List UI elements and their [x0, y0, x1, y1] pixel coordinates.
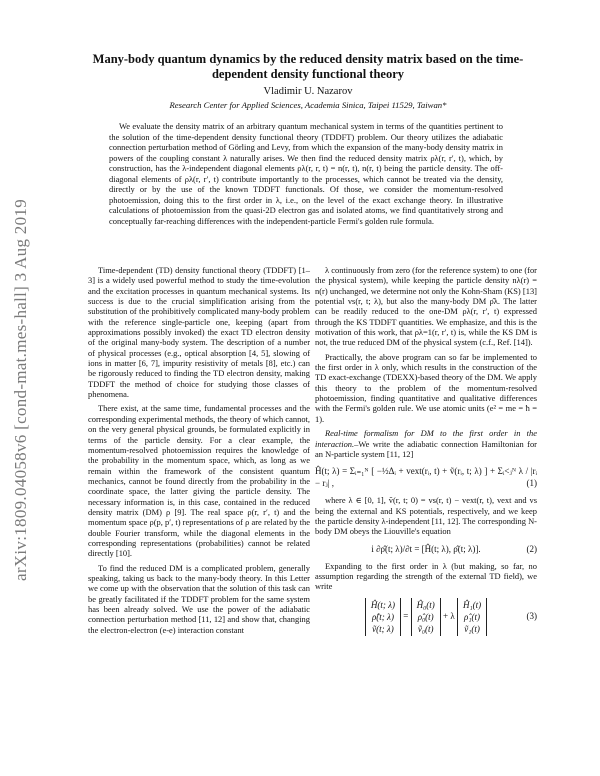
equation-number: (2) — [526, 543, 537, 554]
arxiv-sidebar — [6, 180, 36, 600]
right-column — [315, 265, 537, 642]
equation-2 — [315, 543, 537, 555]
equation-3 — [315, 598, 537, 636]
equation-1 — [315, 465, 537, 489]
equation-body: Ĥ(t; λ) = Σᵢ₌₁ᴺ [ −½Δᵢ + vext(rᵢ, t) + ṽ(rᵢ, t; λ) ] + Σᵢ<ⱼᴺ λ / |rᵢ − rⱼ| , — [315, 466, 537, 489]
paragraph: λ continuously from zero (for the reference system) to one (for the physical system), while keeping the particle density nλ(r) = n(r) unchanged, we determine not only the Kohn-Sham (KS) [13] potential vs(r, t; λ), but also the many-body DM ρ̂λ. The latter can be readily reduced to the one-DM ρλ(r, r′, t) expressed through the KS TDDFT quantities. We emphasize, and this is the motivation of this work, that ρλ=1(r, r′, t) is, while the KS DM is not, the true reduced DM of the physical system (c.f., Ref. [14]). — [315, 265, 537, 348]
author-affiliation: Research Center for Applied Sciences, Academia Sinica, Taipei 11529, Taiwan* — [169, 100, 447, 110]
paper-title: Many-body quantum dynamics by the reduced density matrix based on the time-dependent density functional theory — [92, 52, 524, 81]
matrix-entry: ρ̂₀(t) — [417, 611, 434, 622]
paragraph — [315, 428, 537, 459]
equation-body: i ∂ρ̂(t; λ)/∂t = [Ĥ(t; λ), ρ̂(t; λ)]. — [371, 543, 481, 554]
author-name: Vladimir U. Nazarov — [263, 86, 353, 97]
equation-number: (3) — [526, 610, 537, 621]
paragraph: To find the reduced DM is a complicated problem, generally speaking, taking us back to the many-body theory. In this Letter we come up with the observation that the solution of this task can be greatly facilitated if the TDDFT problem for the same system has been already solved. We use the power of the adiabatic connection perturbation method [11, 12] and show that, changing the electron-electron (e-e) interaction constant — [88, 562, 310, 635]
paragraph-text: –We write the adiabatic connection Hamiltonian for an N-particle system [11, 12] — [315, 438, 537, 459]
paragraph: where λ ∈ [0, 1], ṽ(r, t; 0) = vs(r, t) − vext(r, t), vext and vs being the external and KS potentials, respectively, and we keep the particle density λ-independent [11, 12]. The corresponding N-body DM obeys the Liouville's equation — [315, 495, 537, 537]
matrix-entry: ṽ₁(t) — [464, 623, 480, 634]
paragraph: Expanding to the first order in λ (but making, so far, no assumption regarding the strength of the external TD field), we write — [315, 560, 537, 592]
matrix-right — [457, 598, 487, 636]
paragraph: Time-dependent (TD) density functional theory (TDDFT) [1–3] is a widely used powerful method to study the time-evolution and the excitation processes in quantum mechanical systems. Its success is due to the crucial simplification arising from the substitution of the prohibitively complicated many-body problem with the reference single-particle one, keeping (apart from approximations possibly invoked) the exact TD electron density of the original many-body system. The description of a number of physical processes (e.g., optical absorption [4, 5], slowing of ions in matter [6, 7], impurity resistivity of metals [8], etc.) can be rigorously reduced to finding the TD electron density, making TDDFT the method of choice for studying those classes of phenomena. — [88, 265, 310, 400]
matrix-entry: ρ̂(t; λ) — [371, 611, 394, 622]
equals-sign: = — [403, 610, 409, 621]
matrix-entry: Ĥ(t; λ) — [370, 599, 396, 610]
equation-number: (1) — [526, 478, 537, 489]
paragraph: Practically, the above program can so far be implemented to the first order in λ only, which results in the construction of the TD exact-exchange (TDEXX)-based theory of the DM. We apply this theory to the problem of the momentum-resolved photoemission, finding quantitative and qualitative differences with the Fermi's golden rule. We use atomic units (e² = me = ħ = 1). — [315, 351, 537, 424]
matrix-mid — [411, 598, 441, 636]
matrix-entry: Ĥ₀(t) — [416, 599, 435, 610]
arxiv-identifier: arXiv:1809.04058v6 [cond-mat.mes-hall] 3 Aug 2019 — [11, 198, 30, 582]
plus-lambda: + λ — [443, 610, 455, 621]
matrix-entry: ρ̂₁(t) — [464, 611, 480, 622]
abstract: We evaluate the density matrix of an arbitrary quantum mechanical system in terms of the quantities pertinent to the solution of the time-dependent density functional theory (TDDFT) problem. Our theory utilizes the adiabatic connection perturbation method of Görling and Levy, from which the expansion of the many-body density matrix in powers of the coupling constant λ naturally arises. We then find the reduced density matrix ρλ(r, r′, t), which, by construction, has the λ-independent diagonal elements ρλ(r, r, t) = n(r, t), n(r, t) being the particle density. The off-diagonal elements of ρλ(r, r′, t) contribute importantly to the processes, which cannot be treated via the density, directly or by the use of the known TDDFT functionals. Of those, we consider the momentum-resolved photoemission, doing this to the first order in λ, i.e., on the level of the exact exchange theory. In illustrative calculations of photoemission from the quasi-2D electron gas and isolated atoms, we find quantitatively strong and conceptually far-reaching differences with the independent-particle Fermi's golden rule formula. — [109, 121, 503, 226]
left-column — [88, 265, 310, 639]
matrix-entry: ṽ(t; λ) — [372, 623, 394, 634]
matrix-left — [365, 598, 401, 636]
paragraph: There exist, at the same time, fundamental processes and the corresponding experimental methods, the theory of which cannot, on the very general physical grounds, be formulated explicitly in terms of the particle density. For a clear example, the momentum-resolved photoemission requires the knowledge of the probability in the momentum space, which, as long as we remain within the framework of the consistent quantum mechanics, cannot be found directly from the probability in the coordinate space, the latter giving the particle density. The necessary information is, in this case, contained in the reduced density matrix (DM) ρ [9]. The real space ρ(r, r′, t) and the momentum space ρ(p, p′, t) representations of ρ are related by the double Fourier transform, while the diagonal elements in the corresponding representations (probabilities) cannot be related directly [10]. — [88, 403, 310, 559]
matrix-entry: Ĥ₁(t) — [462, 599, 482, 610]
section-heading: Real-time formalism for DM to the first order in the interaction. — [315, 428, 537, 449]
matrix-entry: ṽ₀(t) — [417, 623, 434, 634]
